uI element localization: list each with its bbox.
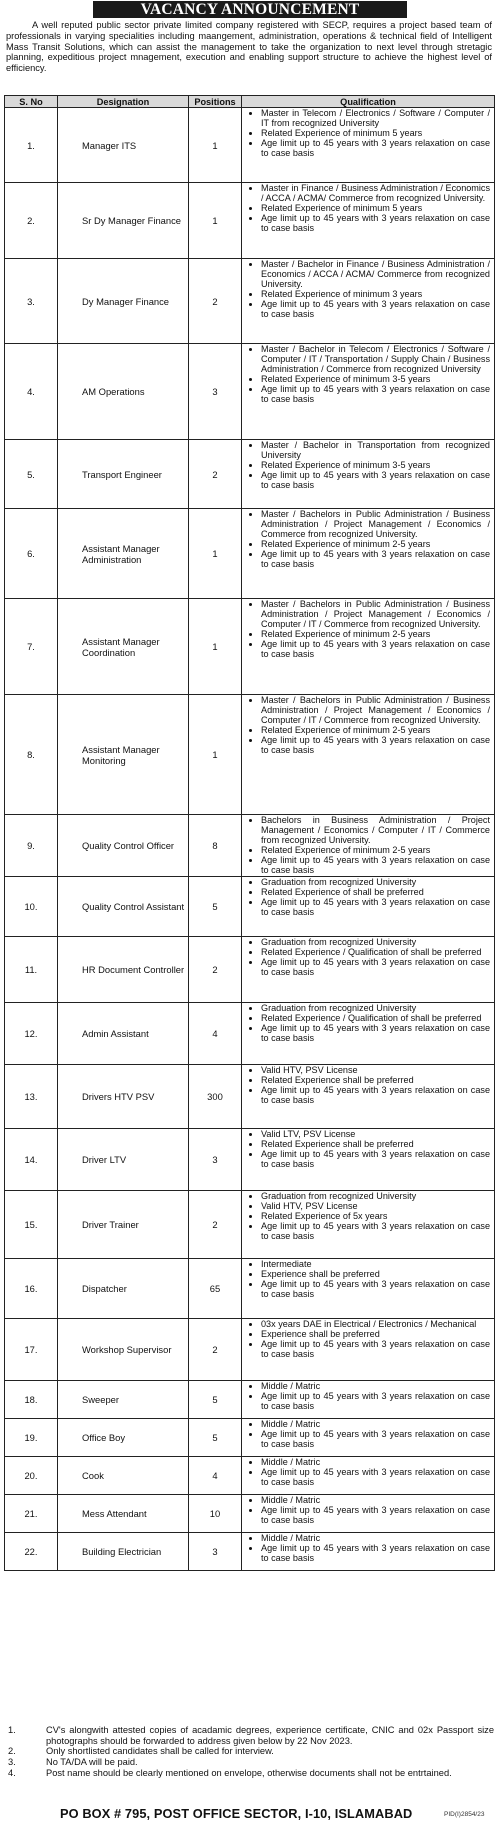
qualification-list — [242, 695, 494, 756]
row-positions: 4 — [189, 1457, 242, 1495]
qualification-item: • Age limit up to 45 years with 3 years relaxation on case to case basis — [261, 1023, 490, 1043]
qualification-list — [242, 1191, 494, 1241]
row-designation: Driver LTV — [58, 1129, 189, 1191]
table-row — [5, 1129, 495, 1191]
row-sno: 7. — [5, 599, 58, 695]
qualification-item: • Age limit up to 45 years with 3 years relaxation on case to case basis — [261, 1505, 490, 1525]
row-designation: Office Boy — [58, 1419, 189, 1457]
qualification-item: • Middle / Matric — [261, 1381, 490, 1391]
qualification-item: • Graduation from recognized University — [261, 1003, 490, 1013]
vacancy-table — [4, 95, 495, 1571]
row-qualification — [242, 108, 495, 183]
row-sno: 14. — [5, 1129, 58, 1191]
row-positions: 300 — [189, 1065, 242, 1129]
row-sno: 21. — [5, 1495, 58, 1533]
row-positions: 4 — [189, 1003, 242, 1065]
table-row — [5, 1191, 495, 1259]
qualification-item: • Age limit up to 45 years with 3 years relaxation on case to case basis — [261, 138, 490, 158]
qualification-item: • Related Experience of 5x years — [261, 1211, 490, 1221]
note-number: 2. — [8, 1746, 16, 1757]
qualification-item: • Age limit up to 45 years with 3 years relaxation on case to case basis — [261, 549, 490, 569]
row-designation: Quality Control Officer — [58, 815, 189, 877]
qualification-list — [242, 815, 494, 876]
qualification-list — [242, 937, 494, 977]
table-row — [5, 1319, 495, 1381]
row-qualification — [242, 1381, 495, 1419]
row-sno: 9. — [5, 815, 58, 877]
note-text: Only shortlisted candidates shall be called for interview. — [46, 1746, 274, 1757]
table-row — [5, 108, 495, 183]
qualification-item: • Age limit up to 45 years with 3 years relaxation on case to case basis — [261, 470, 490, 490]
vacancy-table-body — [5, 108, 495, 1571]
qualification-list — [242, 1457, 494, 1487]
row-designation: Assistant Manager Coordination — [58, 599, 189, 695]
row-sno: 3. — [5, 259, 58, 344]
table-header-row — [5, 96, 495, 108]
note-item — [6, 1746, 494, 1757]
qualification-item: • Related Experience / Qualification of shall be preferred — [261, 1013, 490, 1023]
row-sno: 15. — [5, 1191, 58, 1259]
qualification-item: • Related Experience of shall be preferred — [261, 887, 490, 897]
qualification-list — [242, 509, 494, 570]
qualification-list — [242, 440, 494, 490]
row-qualification — [242, 1533, 495, 1571]
qualification-item: • Middle / Matric — [261, 1457, 490, 1467]
row-designation: Manager ITS — [58, 108, 189, 183]
row-positions: 65 — [189, 1259, 242, 1319]
row-designation: Sr Dy Manager Finance — [58, 183, 189, 259]
row-sno: 5. — [5, 440, 58, 509]
qualification-item: • Graduation from recognized University — [261, 877, 490, 887]
qualification-item: • Age limit up to 45 years with 3 years relaxation on case to case basis — [261, 1279, 490, 1299]
row-qualification — [242, 1419, 495, 1457]
row-qualification — [242, 1457, 495, 1495]
row-designation: Workshop Supervisor — [58, 1319, 189, 1381]
row-qualification — [242, 1065, 495, 1129]
table-row — [5, 259, 495, 344]
qualification-item: • 03x years DAE in Electrical / Electronics / Mechanical — [261, 1319, 490, 1329]
qualification-list — [242, 1319, 494, 1359]
row-sno: 19. — [5, 1419, 58, 1457]
qualification-item: • Middle / Matric — [261, 1419, 490, 1429]
table-row — [5, 695, 495, 815]
row-positions: 5 — [189, 1381, 242, 1419]
qualification-item: • Age limit up to 45 years with 3 years relaxation on case to case basis — [261, 1467, 490, 1487]
row-positions: 1 — [189, 183, 242, 259]
row-qualification — [242, 1191, 495, 1259]
row-qualification — [242, 183, 495, 259]
qualification-item: • Related Experience of minimum 3-5 years — [261, 374, 490, 384]
row-qualification — [242, 937, 495, 1003]
row-positions: 8 — [189, 815, 242, 877]
row-positions: 5 — [189, 1419, 242, 1457]
note-item — [6, 1768, 494, 1779]
qualification-list — [242, 108, 494, 158]
note-number: 4. — [8, 1767, 16, 1778]
qualification-item: • Age limit up to 45 years with 3 years relaxation on case to case basis — [261, 1221, 490, 1241]
qualification-item: • Age limit up to 45 years with 3 years relaxation on case to case basis — [261, 1429, 490, 1449]
qualification-item: • Related Experience shall be preferred — [261, 1075, 490, 1085]
row-sno: 18. — [5, 1381, 58, 1419]
qualification-item: • Age limit up to 45 years with 3 years relaxation on case to case basis — [261, 957, 490, 977]
qualification-item: • Experience shall be preferred — [261, 1329, 490, 1339]
row-sno: 13. — [5, 1065, 58, 1129]
row-qualification — [242, 815, 495, 877]
row-sno: 17. — [5, 1319, 58, 1381]
row-designation: Dy Manager Finance — [58, 259, 189, 344]
row-qualification — [242, 695, 495, 815]
header-positions: Positions — [189, 96, 242, 108]
table-row — [5, 183, 495, 259]
qualification-item: • Age limit up to 45 years with 3 years relaxation on case to case basis — [261, 735, 490, 755]
row-designation: Assistant Manager Administration — [58, 509, 189, 599]
qualification-list — [242, 1381, 494, 1411]
qualification-item: • Age limit up to 45 years with 3 years relaxation on case to case basis — [261, 1543, 490, 1563]
row-designation: AM Operations — [58, 344, 189, 440]
table-row — [5, 1381, 495, 1419]
qualification-item: • Age limit up to 45 years with 3 years relaxation on case to case basis — [261, 299, 490, 319]
row-qualification — [242, 1003, 495, 1065]
row-positions: 2 — [189, 1191, 242, 1259]
qualification-item: • Master / Bachelors in Public Administration / Business Administration / Project Management / Economics / Computer / IT / Commerce from recognized University. — [261, 599, 490, 629]
row-sno: 1. — [5, 108, 58, 183]
table-row — [5, 1419, 495, 1457]
qualification-item: • Age limit up to 45 years with 3 years relaxation on case to case basis — [261, 213, 490, 233]
qualification-item: • Age limit up to 45 years with 3 years relaxation on case to case basis — [261, 1391, 490, 1411]
row-sno: 6. — [5, 509, 58, 599]
postal-address: PO BOX # 795, POST OFFICE SECTOR, I-10, ISLAMABAD — [60, 1806, 413, 1821]
note-number: 1. — [8, 1725, 16, 1735]
qualification-item: • Master / Bachelors in Public Administration / Business Administration / Project Management / Economics / Commerce from recognized University. — [261, 509, 490, 539]
row-sno: 20. — [5, 1457, 58, 1495]
note-text: Post name should be clearly mentioned on envelope, otherwise documents shall not be entrtained. — [46, 1767, 452, 1778]
qualification-item: • Middle / Matric — [261, 1533, 490, 1543]
row-designation: Drivers HTV PSV — [58, 1065, 189, 1129]
qualification-item: • Valid LTV, PSV License — [261, 1129, 490, 1139]
qualification-item: • Related Experience of minimum 3-5 years — [261, 460, 490, 470]
row-positions: 1 — [189, 695, 242, 815]
table-row — [5, 815, 495, 877]
qualification-list — [242, 1419, 494, 1449]
row-qualification — [242, 259, 495, 344]
row-sno: 11. — [5, 937, 58, 1003]
announcement-title: VACANCY ANNOUNCEMENT — [93, 1, 407, 18]
qualification-item: • Master in Telecom / Electronics / Software / Computer / IT from recognized University — [261, 108, 490, 128]
row-positions: 3 — [189, 344, 242, 440]
row-qualification — [242, 599, 495, 695]
table-row — [5, 937, 495, 1003]
row-positions: 1 — [189, 509, 242, 599]
qualification-item: • Age limit up to 45 years with 3 years relaxation on case to case basis — [261, 639, 490, 659]
qualification-item: • Age limit up to 45 years with 3 years relaxation on case to case basis — [261, 1149, 490, 1169]
row-qualification — [242, 1495, 495, 1533]
row-designation: Mess Attendant — [58, 1495, 189, 1533]
qualification-item: • Intermediate — [261, 1259, 490, 1269]
qualification-list — [242, 344, 494, 405]
qualification-item: • Related Experience of minimum 2-5 years — [261, 629, 490, 639]
qualification-item: • Age limit up to 45 years with 3 years relaxation on case to case basis — [261, 384, 490, 404]
table-row — [5, 1495, 495, 1533]
qualification-item: • Related Experience / Qualification of shall be preferred — [261, 947, 490, 957]
row-sno: 12. — [5, 1003, 58, 1065]
row-qualification — [242, 1129, 495, 1191]
qualification-item: • Related Experience of minimum 2-5 years — [261, 845, 490, 855]
qualification-list — [242, 1129, 494, 1169]
row-qualification — [242, 344, 495, 440]
row-qualification — [242, 877, 495, 937]
row-sno: 4. — [5, 344, 58, 440]
table-row — [5, 877, 495, 937]
table-row — [5, 509, 495, 599]
qualification-item: • Bachelors in Business Administration / Project Management / Economics / Computer / IT / Commerce from recognized University. — [261, 815, 490, 845]
qualification-item: • Graduation from recognized University — [261, 1191, 490, 1201]
header-qualification: Qualification — [242, 96, 495, 108]
note-text: No TA/DA will be paid. — [46, 1757, 138, 1768]
table-row — [5, 440, 495, 509]
note-text: CV's alongwith attested copies of acadamic degrees, experience certificate, CNIC and 02x Passport size photographs should be forwarded to address given below by 22 Nov 2023. — [46, 1725, 494, 1746]
qualification-item: • Related Experience of minimum 2-5 years — [261, 539, 490, 549]
header-designation: Designation — [58, 96, 189, 108]
table-row — [5, 599, 495, 695]
row-designation: Dispatcher — [58, 1259, 189, 1319]
qualification-item: • Age limit up to 45 years with 3 years relaxation on case to case basis — [261, 897, 490, 917]
qualification-list — [242, 1065, 494, 1105]
pid-code: PID(I)2854/23 — [444, 1811, 485, 1818]
table-row — [5, 1457, 495, 1495]
row-positions: 10 — [189, 1495, 242, 1533]
row-qualification — [242, 1319, 495, 1381]
qualification-item: • Valid HTV, PSV License — [261, 1065, 490, 1075]
row-positions: 5 — [189, 877, 242, 937]
qualification-item: • Age limit up to 45 years with 3 years relaxation on case to case basis — [261, 855, 490, 875]
note-number: 3. — [8, 1757, 16, 1768]
qualification-list — [242, 183, 494, 233]
row-designation: Building Electrician — [58, 1533, 189, 1571]
table-row — [5, 344, 495, 440]
qualification-item: • Middle / Matric — [261, 1495, 490, 1505]
qualification-item: • Related Experience of minimum 3 years — [261, 289, 490, 299]
row-designation: Sweeper — [58, 1381, 189, 1419]
row-qualification — [242, 509, 495, 599]
table-row — [5, 1065, 495, 1129]
row-sno: 2. — [5, 183, 58, 259]
qualification-list — [242, 877, 494, 917]
qualification-item: • Experience shall be preferred — [261, 1269, 490, 1279]
row-positions: 2 — [189, 937, 242, 1003]
header-sno: S. No — [5, 96, 58, 108]
row-sno: 10. — [5, 877, 58, 937]
row-designation: Transport Engineer — [58, 440, 189, 509]
qualification-list — [242, 1533, 494, 1563]
row-designation: Assistant Manager Monitoring — [58, 695, 189, 815]
row-positions: 1 — [189, 108, 242, 183]
row-designation: Cook — [58, 1457, 189, 1495]
qualification-item: • Age limit up to 45 years with 3 years relaxation on case to case basis — [261, 1085, 490, 1105]
notes-list — [6, 1725, 494, 1779]
row-designation: Quality Control Assistant — [58, 877, 189, 937]
qualification-item: • Master / Bachelor in Telecom / Electronics / Software / Computer / IT / Transportation / Supply Chain / Business Administration / Commerce from recognized University — [261, 344, 490, 374]
qualification-item: • Related Experience shall be preferred — [261, 1139, 490, 1149]
row-positions: 3 — [189, 1533, 242, 1571]
row-sno: 8. — [5, 695, 58, 815]
table-row — [5, 1533, 495, 1571]
row-positions: 2 — [189, 259, 242, 344]
qualification-item: • Valid HTV, PSV License — [261, 1201, 490, 1211]
qualification-list — [242, 259, 494, 320]
row-positions: 2 — [189, 1319, 242, 1381]
row-qualification — [242, 440, 495, 509]
qualification-item: • Related Experience of minimum 5 years — [261, 128, 490, 138]
qualification-item: • Related Experience of minimum 2-5 years — [261, 725, 490, 735]
row-positions: 3 — [189, 1129, 242, 1191]
qualification-item: • Graduation from recognized University — [261, 937, 490, 947]
qualification-item: • Related Experience of minimum 5 years — [261, 203, 490, 213]
note-item — [6, 1757, 494, 1768]
qualification-list — [242, 1495, 494, 1525]
qualification-item: • Master / Bachelors in Public Administration / Business Administration / Project Management / Economics / Computer / IT / Commerce from recognized University. — [261, 695, 490, 725]
qualification-list — [242, 1003, 494, 1043]
row-sno: 16. — [5, 1259, 58, 1319]
row-positions: 2 — [189, 440, 242, 509]
qualification-item: • Master / Bachelor in Transportation from recognized University — [261, 440, 490, 460]
qualification-list — [242, 1259, 494, 1299]
qualification-item: • Master / Bachelor in Finance / Business Administration / Economics / ACCA / ACMA/ Commerce from recognized University. — [261, 259, 490, 289]
row-designation: Driver Trainer — [58, 1191, 189, 1259]
qualification-item: • Master in Finance / Business Administration / Economics / ACCA / ACMA/ Commerce from recognized University. — [261, 183, 490, 203]
row-qualification — [242, 1259, 495, 1319]
row-designation: Admin Assistant — [58, 1003, 189, 1065]
note-item — [6, 1725, 494, 1746]
row-designation: HR Document Controller — [58, 937, 189, 1003]
qualification-item: • Age limit up to 45 years with 3 years relaxation on case to case basis — [261, 1339, 490, 1359]
intro-paragraph: A well reputed public sector private limited company registered with SECP, requires a project based team of professionals in varying specialities including maangement, administration, operations & technical field of Intelligent Mass Transit Solutions, which can assist the management to take the organization to next level through stretagic planning, expeditious project mnagement, execution and enabling support structure to achieve the highest level of efficiency. — [6, 20, 492, 74]
row-positions: 1 — [189, 599, 242, 695]
table-row — [5, 1259, 495, 1319]
qualification-list — [242, 599, 494, 660]
row-sno: 22. — [5, 1533, 58, 1571]
table-row — [5, 1003, 495, 1065]
